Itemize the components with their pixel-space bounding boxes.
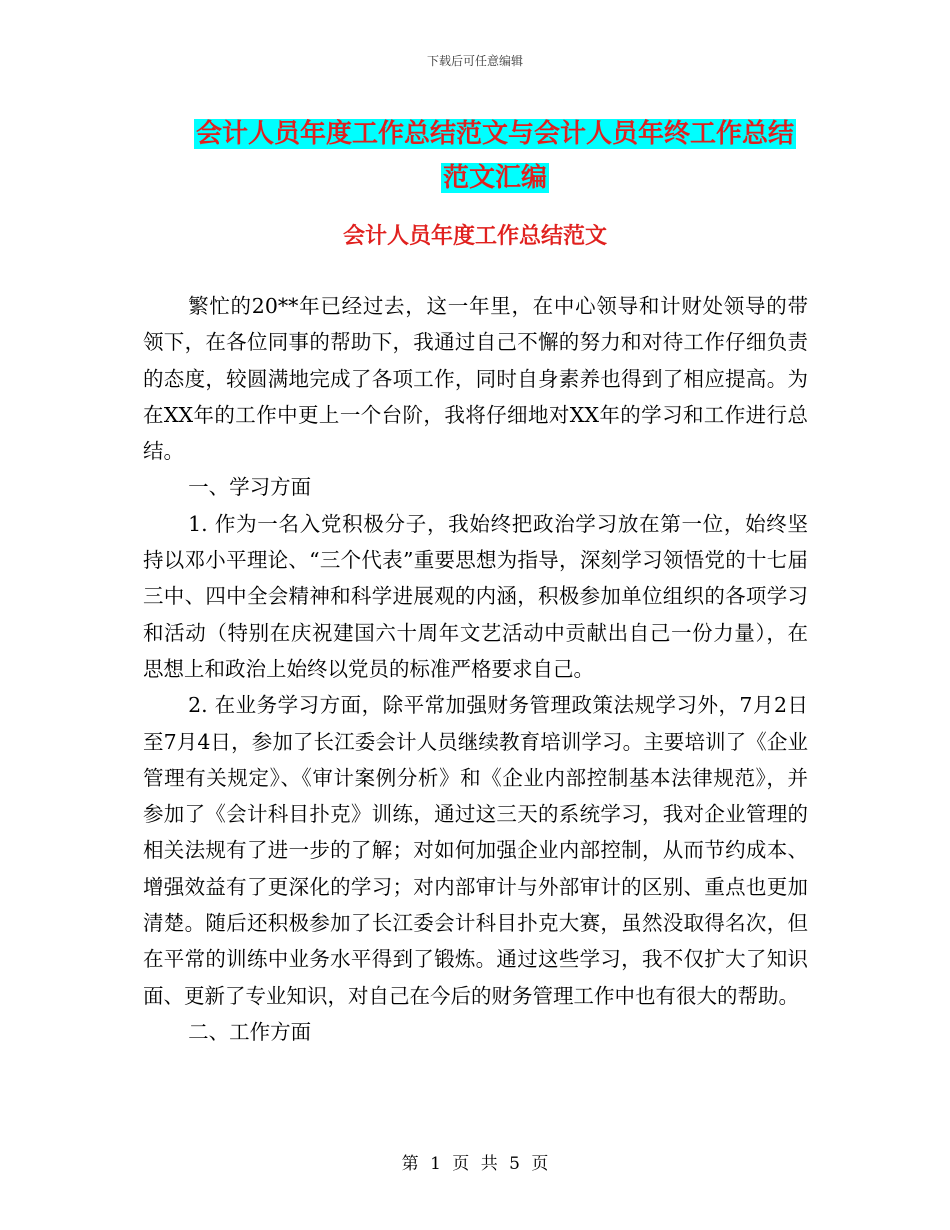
heading-work: 二、工作方面 [188, 1019, 312, 1044]
paragraph-intro: 繁忙的20**年已经过去，这一年里，在中心领导和计财处领导的带领下，在各位同事的帮助下，我通过自己不懈的努力和对待工作仔细负责的态度，较圆满地完成了各项工作，同时自身素养也得到了相应提高。为在XX年的工作中更上一个台阶，我将仔细地对XX年的学习和工作进行总结。 [143, 294, 808, 464]
page-header-note: 下载后可任意编辑 [426, 54, 523, 68]
page-number: 第 1 页 共 5 页 [401, 1154, 549, 1174]
heading-study: 一、学习方面 [188, 475, 312, 500]
document-body [143, 288, 808, 1050]
document-title-line-2: 范文汇编 [442, 163, 547, 193]
document-title-line-1: 会计人员年度工作总结范文与会计人员年终工作总结 [195, 119, 794, 149]
section-title: 会计人员年度工作总结范文 [342, 224, 607, 249]
paragraph-study-1: 1. 作为一名入党积极分子，我始终把政治学习放在第一位，始终坚持以邓小平理论、“三个代表”重要思想为指导，深刻学习领悟党的十七届三中、四中全会精神和科学进展观的内涵，积极参加单位组织的各项学习和活动（特别在庆祝建国六十周年文艺活动中贡献出自己一份力量），在思想上和政治上始终以党员的标准严格要求自己。 [143, 511, 808, 681]
document-title [150, 112, 840, 200]
paragraph-study-2: 2. 在业务学习方面，除平常加强财务管理政策法规学习外，7月2日至7月4日，参加了长江委会计人员继续教育培训学习。主要培训了《企业管理有关规定》、《审计案例分析》和《企业内部控制基本法律规范》，并参加了《会计科目扑克》训练，通过这三天的系统学习，我对企业管理的相关法规有了进一步的了解；对如何加强企业内部控制，从而节约成本、增强效益有了更深化的学习；对内部审计与外部审计的区别、重点也更加清楚。随后还积极参加了长江委会计科目扑克大赛，虽然没取得名次，但在平常的训练中业务水平得到了锻炼。通过这些学习，我不仅扩大了知识面、更新了专业知识，对自己在今后的财务管理工作中也有很大的帮助。 [143, 693, 808, 1008]
